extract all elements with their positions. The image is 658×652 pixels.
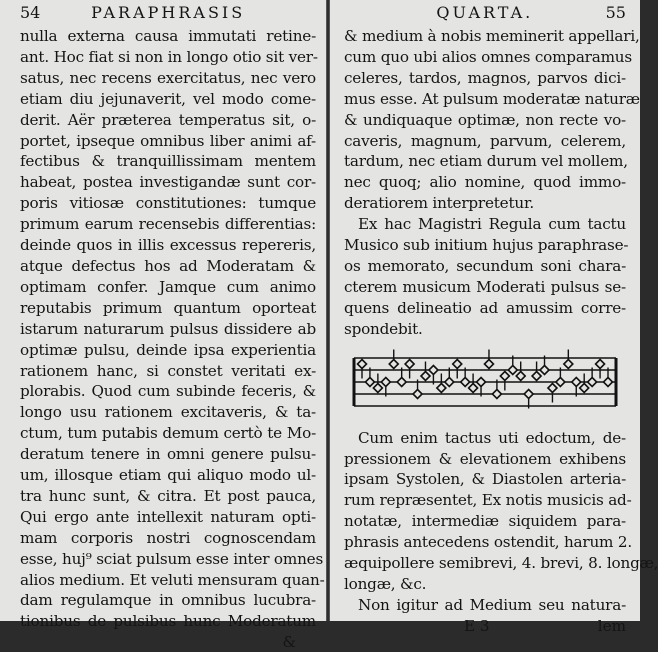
text-line: nulla externa causa immutati retine- [20,27,316,45]
semibreve-note [445,377,454,386]
left-body-text [20,26,325,632]
text-line: deratum tenere in omni genere pulsu- [20,445,316,464]
text-line: phrasis antecedens ostendit, harum 2. [344,533,632,552]
text-line: quens delineatio ad amussim corre- [344,298,626,317]
text-line: cum quo ubi alios omnes comparamus [344,47,632,66]
right-running-head [344,3,626,25]
text-line: æquipollere semibrevi, 4. brevi, 8. longæ, [344,554,658,573]
text-line: & medium à nobis meminerit appellari, [344,27,640,45]
semibreve-note [358,359,367,368]
text-line: Ex hac Magistri Regula cum tactu [358,215,626,234]
semibreve-note [604,377,613,386]
text-line: deinde quos in illis excessus repereris, [20,236,316,255]
text-line: longo usu rationem excitaveris, & ta- [20,403,316,422]
semibreve-note [596,359,605,368]
semibreve-note [532,371,541,380]
left-page [0,0,326,652]
text-line: ipsam Systolen, & Diastolen arteria- [344,470,626,489]
left-page-number: 54 [20,3,41,22]
semibreve-note [453,359,462,368]
text-line: ctum, tum putabis demum certò te Mo- [20,424,316,443]
semibreve-note [500,371,509,380]
left-head-title: PARAPHRASIS [91,3,246,22]
text-line: Musico sub initium hujus paraphrase- [344,236,629,255]
semibreve-note [516,371,525,380]
text-line: Qui ergo ante intellexit naturam opti- [20,507,316,526]
semibreve-note [429,365,438,374]
right-page [330,0,658,635]
text-line: fectibus & tranquillissimam mentem [20,152,316,171]
semibreve-note [381,377,390,386]
text-line: atque defectus hos ad Moderatam & [20,256,316,275]
text-line: optimæ pulsu, deinde ipsa experientia [20,340,316,359]
text-line: nec quoq; alio nomine, quod immo- [344,173,626,192]
semibreve-note [469,383,478,392]
text-line: optimam confer. Jamque cum animo [20,277,316,296]
text-line: tra hunc sunt, & citra. Et post pauca, [20,486,316,505]
right-page-number: 55 [605,3,626,22]
semibreve-note [580,383,589,392]
text-line: os memorato, secundum soni chara- [344,256,626,275]
semibreve-note [588,377,597,386]
semibreve-note [508,365,517,374]
text-line: Non igitur ad Medium seu natura- [358,595,626,614]
text-line: um, illosque etiam qui aliquo modo ul- [20,466,316,485]
right-body-text-bottom [344,428,658,616]
music-staff-figure [352,350,620,416]
text-line: derit. Aër præterea temperatus sit, o- [20,110,316,129]
right-body-text-top [344,26,640,340]
text-line: dam regulamque in omnibus lucubra- [20,591,316,610]
text-line: tardum, nec etiam durum vel mollem, [344,152,628,171]
text-line: habeat, postea investigandæ sunt cor- [20,173,316,192]
text-line: primum earum recensebis differentias: [20,215,316,234]
semibreve-note [397,377,406,386]
text-line: esse, huj⁹ sciat pulsum esse inter omnes [20,549,324,568]
text-line: cterem musicum Moderati pulsus se- [344,277,626,296]
semibreve-note [572,377,581,386]
text-line: rationem hanc, si constet veritati ex- [20,361,316,380]
semibreve-note [437,383,446,392]
text-line: istarum naturarum pulsus dissidere ab [20,319,316,338]
semibreve-note [524,389,533,398]
semibreve-note [556,377,565,386]
semibreve-note [564,359,573,368]
semibreve-note [548,383,557,392]
semibreve-note [492,389,501,398]
right-footer [344,616,626,636]
text-line: etiam diu jejunaverit, vel modo come- [20,89,316,108]
left-running-head [20,3,316,25]
text-line: reputabis primum quantum oporteat [20,298,316,317]
right-catchword: lem [597,616,626,635]
text-line: caveris, magnum, parvum, celerem, [344,131,626,150]
text-line: poris vitiosæ constitutiones: tumque [20,194,316,213]
text-line: plorabis. Quod cum subinde feceris, & [20,382,316,401]
text-line: mus esse. At pulsum moderatæ naturæ [344,89,640,108]
semibreve-note [477,377,486,386]
semibreve-note [389,359,398,368]
text-line: satus, nec recens exercitatus, nec vero [20,68,316,87]
left-catchword: & [282,633,296,652]
semibreve-note [365,377,374,386]
text-line: deratiorem interpretetur. [344,194,534,213]
semibreve-note [540,365,549,374]
text-line: tionibus de pulsibus hunc Moderatum [20,612,316,631]
semibreve-note [373,383,382,392]
semibreve-note [413,389,422,398]
text-line: rum repræsentet, Ex notis musicis ad- [344,491,632,510]
text-line: Cum enim tactus uti edoctum, de- [358,428,626,447]
text-line: spondebit. [344,319,423,338]
semibreve-note [421,371,430,380]
text-line: longæ, &c. [344,574,427,593]
text-line: alios medium. Et veluti mensuram quan- [20,570,325,589]
text-line: ant. Hoc fiat si non in longo otio sit ver- [20,47,318,66]
left-footer [20,632,316,652]
signature-mark: E 3 [464,616,490,635]
text-line: portet, ipseque omnibus liber animi af- [20,131,316,150]
semibreve-note [461,377,470,386]
text-line: notatæ, intermediæ siquidem para- [344,512,626,531]
text-line: pressionem & elevationem exhibens [344,449,626,468]
text-line: mam corporis nostri cognoscendam [20,528,316,547]
semibreve-note [405,359,414,368]
text-line: celeres, tardos, magnos, parvos dici- [344,68,626,87]
text-line: & undiquaque optimæ, non recte vo- [344,110,626,129]
right-head-title: QUARTA. [436,3,534,22]
semibreve-note [484,359,493,368]
